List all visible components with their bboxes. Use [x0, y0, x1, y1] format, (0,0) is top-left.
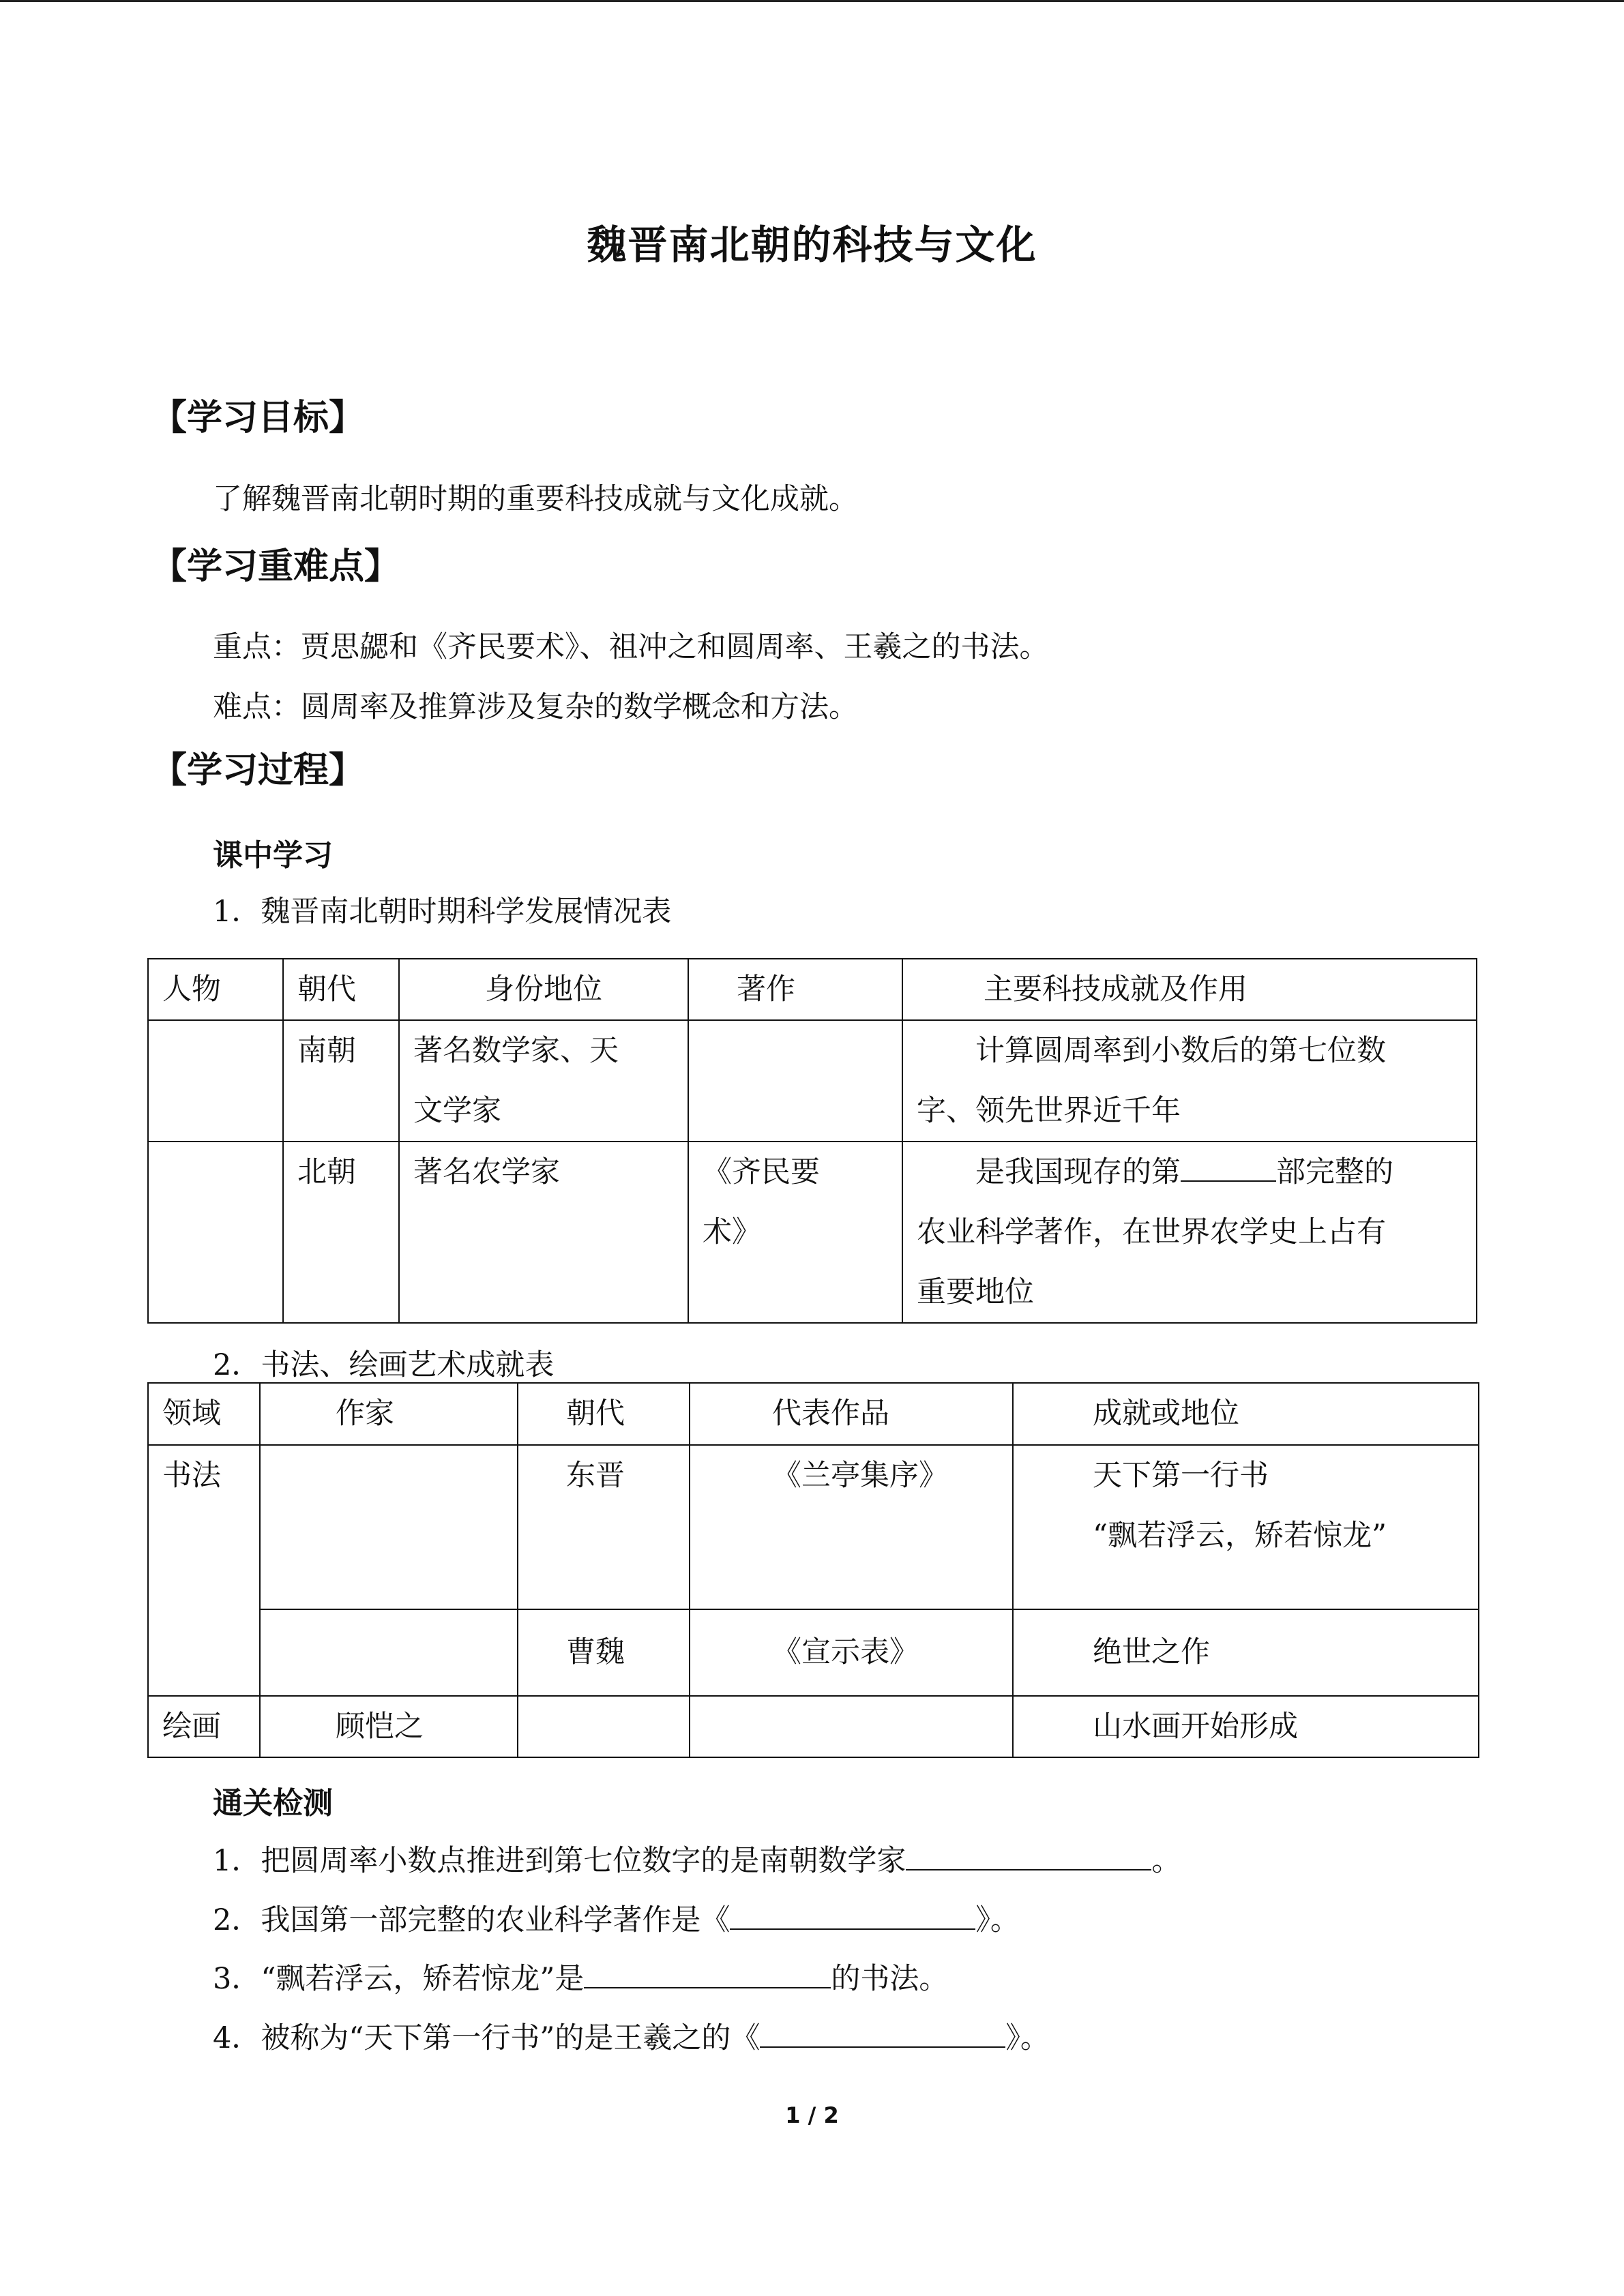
page-number: 1 / 2 — [785, 2102, 839, 2128]
in-class-subheading: 课中学习 — [213, 838, 333, 873]
table-row — [148, 1696, 1479, 1757]
question-4 — [213, 2015, 1050, 2057]
question-text: 的书法。 — [831, 1962, 949, 1996]
header-dynasty: 朝代 — [283, 959, 399, 1020]
work-cell — [688, 1142, 902, 1323]
work-cell-empty[interactable] — [688, 1020, 902, 1142]
question-text: 3．“飘若浮云，矫若惊龙”是 — [213, 1962, 585, 1996]
status-cell: 绝世之作 — [1013, 1609, 1479, 1696]
question-text: 4．被称为“天下第一行书”的是王羲之的《 — [213, 2021, 761, 2055]
author-cell: 顾恺之 — [260, 1696, 518, 1757]
dynasty-cell: 北朝 — [283, 1142, 399, 1323]
question-1 — [213, 1838, 1181, 1879]
field-cell: 绘画 — [148, 1696, 260, 1757]
table1-caption: 1．魏晋南北朝时期科学发展情况表 — [213, 895, 672, 929]
question-text: 1．把圆周率小数点推进到第七位数字的是南朝数学家 — [213, 1844, 906, 1878]
status-line: “飘若浮云，矫若惊龙” — [1093, 1519, 1387, 1553]
header-author: 作家 — [260, 1383, 518, 1445]
art-table — [147, 1382, 1479, 1758]
science-table — [147, 958, 1477, 1324]
status-cell: 山水画开始形成 — [1013, 1696, 1479, 1757]
author-cell-empty[interactable] — [260, 1609, 518, 1696]
achievement-text: 是我国现存的第 — [975, 1155, 1181, 1189]
learning-goal-heading: 【学习目标】 — [151, 398, 365, 438]
work-cell: 《宣示表》 — [690, 1609, 1013, 1696]
question-2 — [213, 1897, 1020, 1939]
table2-caption: 2．书法、绘画艺术成就表 — [213, 1348, 555, 1382]
achievement-text: 部完整的 — [1276, 1155, 1393, 1189]
identity-line: 文学家 — [413, 1094, 501, 1128]
achievement-line — [917, 1142, 1462, 1202]
dynasty-cell-empty[interactable] — [518, 1696, 690, 1757]
work-line: 《齐民要 — [703, 1155, 820, 1189]
header-work: 代表作品 — [690, 1383, 1013, 1445]
achievement-cell — [902, 1142, 1477, 1323]
status-cell — [1013, 1445, 1479, 1609]
achievement-line: 计算圆周率到小数后的第七位数 — [975, 1034, 1386, 1068]
table-row — [148, 1445, 1479, 1609]
work-cell: 《兰亭集序》 — [690, 1445, 1013, 1609]
identity-line: 著名数学家、天 — [413, 1034, 619, 1068]
person-cell-empty[interactable] — [148, 1020, 283, 1142]
dynasty-cell: 曹魏 — [518, 1609, 690, 1696]
question-3 — [213, 1956, 948, 1997]
header-field: 领域 — [148, 1383, 260, 1445]
field-cell: 书法 — [148, 1445, 260, 1696]
identity-cell — [399, 1020, 688, 1142]
page-title: 魏晋南北朝的科技与文化 — [587, 222, 1037, 268]
key-point-text: 重点：贾思勰和《齐民要术》、祖冲之和圆周率、王羲之的书法。 — [213, 630, 1049, 664]
question-text: 2．我国第一部完整的农业科学著作是《 — [213, 1903, 730, 1937]
difficult-point-text: 难点：圆周率及推算涉及复杂的数学概念和方法。 — [213, 690, 858, 724]
answer-blank[interactable] — [730, 1900, 975, 1930]
question-text: 。 — [1151, 1844, 1181, 1878]
learning-goal-text: 了解魏晋南北朝时期的重要科技成就与文化成就。 — [213, 482, 858, 516]
header-achievement: 主要科技成就及作用 — [902, 959, 1477, 1020]
achievement-line: 字、领先世界近千年 — [917, 1094, 1181, 1128]
table-row — [148, 1609, 1479, 1696]
answer-blank[interactable] — [584, 1958, 831, 1988]
answer-blank[interactable] — [906, 1840, 1151, 1870]
answer-blank[interactable] — [760, 2018, 1005, 2048]
header-identity: 身份地位 — [399, 959, 688, 1020]
achievement-line: 重要地位 — [917, 1275, 1034, 1309]
fill-blank[interactable] — [1181, 1152, 1276, 1182]
status-line: 天下第一行书 — [1093, 1459, 1269, 1493]
learning-process-heading: 【学习过程】 — [151, 750, 365, 791]
achievement-line: 农业科学著作，在世界农学史上占有 — [917, 1215, 1386, 1249]
dynasty-cell: 南朝 — [283, 1020, 399, 1142]
key-points-heading: 【学习重难点】 — [151, 546, 400, 587]
table-row — [148, 1020, 1477, 1142]
achievement-cell — [902, 1020, 1477, 1142]
top-border-line — [0, 0, 1624, 2]
header-person: 人物 — [148, 959, 283, 1020]
table-header-row — [148, 959, 1477, 1020]
author-cell-empty[interactable] — [260, 1445, 518, 1609]
work-cell-empty[interactable] — [690, 1696, 1013, 1757]
header-work: 著作 — [688, 959, 902, 1020]
person-cell-empty[interactable] — [148, 1142, 283, 1323]
identity-cell: 著名农学家 — [399, 1142, 688, 1323]
header-status: 成就或地位 — [1013, 1383, 1479, 1445]
work-line: 术》 — [703, 1215, 761, 1249]
header-dynasty: 朝代 — [518, 1383, 690, 1445]
table-header-row — [148, 1383, 1479, 1445]
table-row — [148, 1142, 1477, 1323]
check-heading: 通关检测 — [213, 1786, 333, 1821]
dynasty-cell: 东晋 — [518, 1445, 690, 1609]
question-text: 》。 — [1005, 2021, 1050, 2055]
question-text: 》。 — [975, 1903, 1020, 1937]
